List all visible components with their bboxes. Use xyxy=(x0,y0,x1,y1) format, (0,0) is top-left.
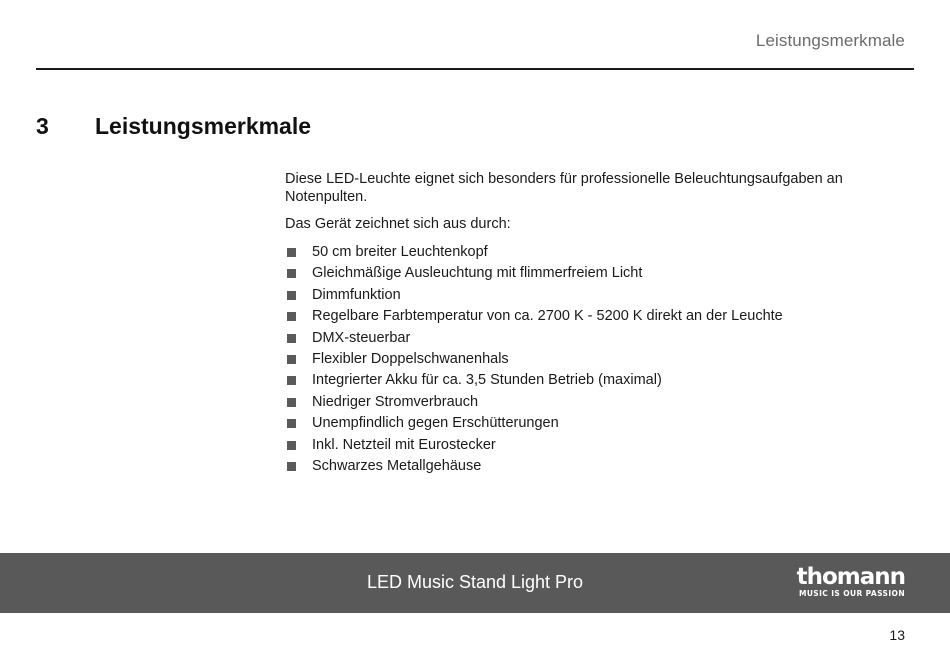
header-rule xyxy=(36,68,914,70)
feature-text: Flexibler Doppelschwanenhals xyxy=(312,350,509,367)
list-item xyxy=(285,370,875,391)
square-bullet-icon xyxy=(287,355,296,364)
list-item xyxy=(285,285,875,306)
square-bullet-icon xyxy=(287,291,296,300)
list-item xyxy=(285,435,875,456)
list-item xyxy=(285,263,875,284)
chapter-number: 3 xyxy=(36,113,49,139)
square-bullet-icon xyxy=(287,248,296,257)
chapter-heading xyxy=(36,113,311,140)
square-bullet-icon xyxy=(287,312,296,321)
list-item xyxy=(285,392,875,413)
square-bullet-icon xyxy=(287,334,296,343)
feature-text: 50 cm breiter Leuchtenkopf xyxy=(312,244,488,260)
list-item xyxy=(285,328,875,349)
content-body xyxy=(285,170,875,477)
list-item xyxy=(285,413,875,434)
intro-paragraph: Diese LED-Leuchte eignet sich besonders für professionelle Beleuchtungsaufgaben an Notenpulten. xyxy=(285,171,843,205)
list-item xyxy=(285,306,875,327)
feature-list xyxy=(285,242,875,477)
square-bullet-icon xyxy=(287,419,296,428)
logo-wordmark: thomann xyxy=(796,564,905,590)
feature-text: Niedriger Stromverbrauch xyxy=(312,393,479,410)
chapter-title: Leistungsmerkmale xyxy=(95,113,312,139)
product-name: LED Music Stand Light Pro xyxy=(366,572,584,592)
feature-text: Schwarzes Metallgehäuse xyxy=(312,457,482,474)
page-number: 13 xyxy=(889,627,905,643)
lead-in-paragraph: Das Gerät zeichnet sich aus durch: xyxy=(285,216,511,232)
footer-band xyxy=(0,553,950,613)
feature-text: Inkl. Netzteil mit Eurostecker xyxy=(312,436,496,453)
feature-text: Regelbare Farbtemperatur von ca. 2700 K - 5200 K direkt an der Leuchte xyxy=(312,308,783,325)
thomann-logo xyxy=(790,565,905,599)
feature-text: Gleichmäßige Ausleuchtung mit flimmerfreiem Licht xyxy=(312,265,643,282)
square-bullet-icon xyxy=(287,376,296,385)
square-bullet-icon xyxy=(287,398,296,407)
feature-text: Integrierter Akku für ca. 3,5 Stunden Betrieb (maximal) xyxy=(312,372,662,389)
list-item xyxy=(285,349,875,370)
feature-text: DMX-steuerbar xyxy=(312,329,411,346)
list-item xyxy=(285,456,875,477)
square-bullet-icon xyxy=(287,441,296,450)
square-bullet-icon xyxy=(287,269,296,278)
feature-text: Dimmfunktion xyxy=(312,286,401,303)
square-bullet-icon xyxy=(287,462,296,471)
feature-text: Unempfindlich gegen Erschütterungen xyxy=(312,415,559,432)
logo-tagline: MUSIC IS OUR PASSION xyxy=(798,589,905,598)
running-header: Leistungsmerkmale xyxy=(755,31,905,50)
list-item xyxy=(285,242,875,263)
